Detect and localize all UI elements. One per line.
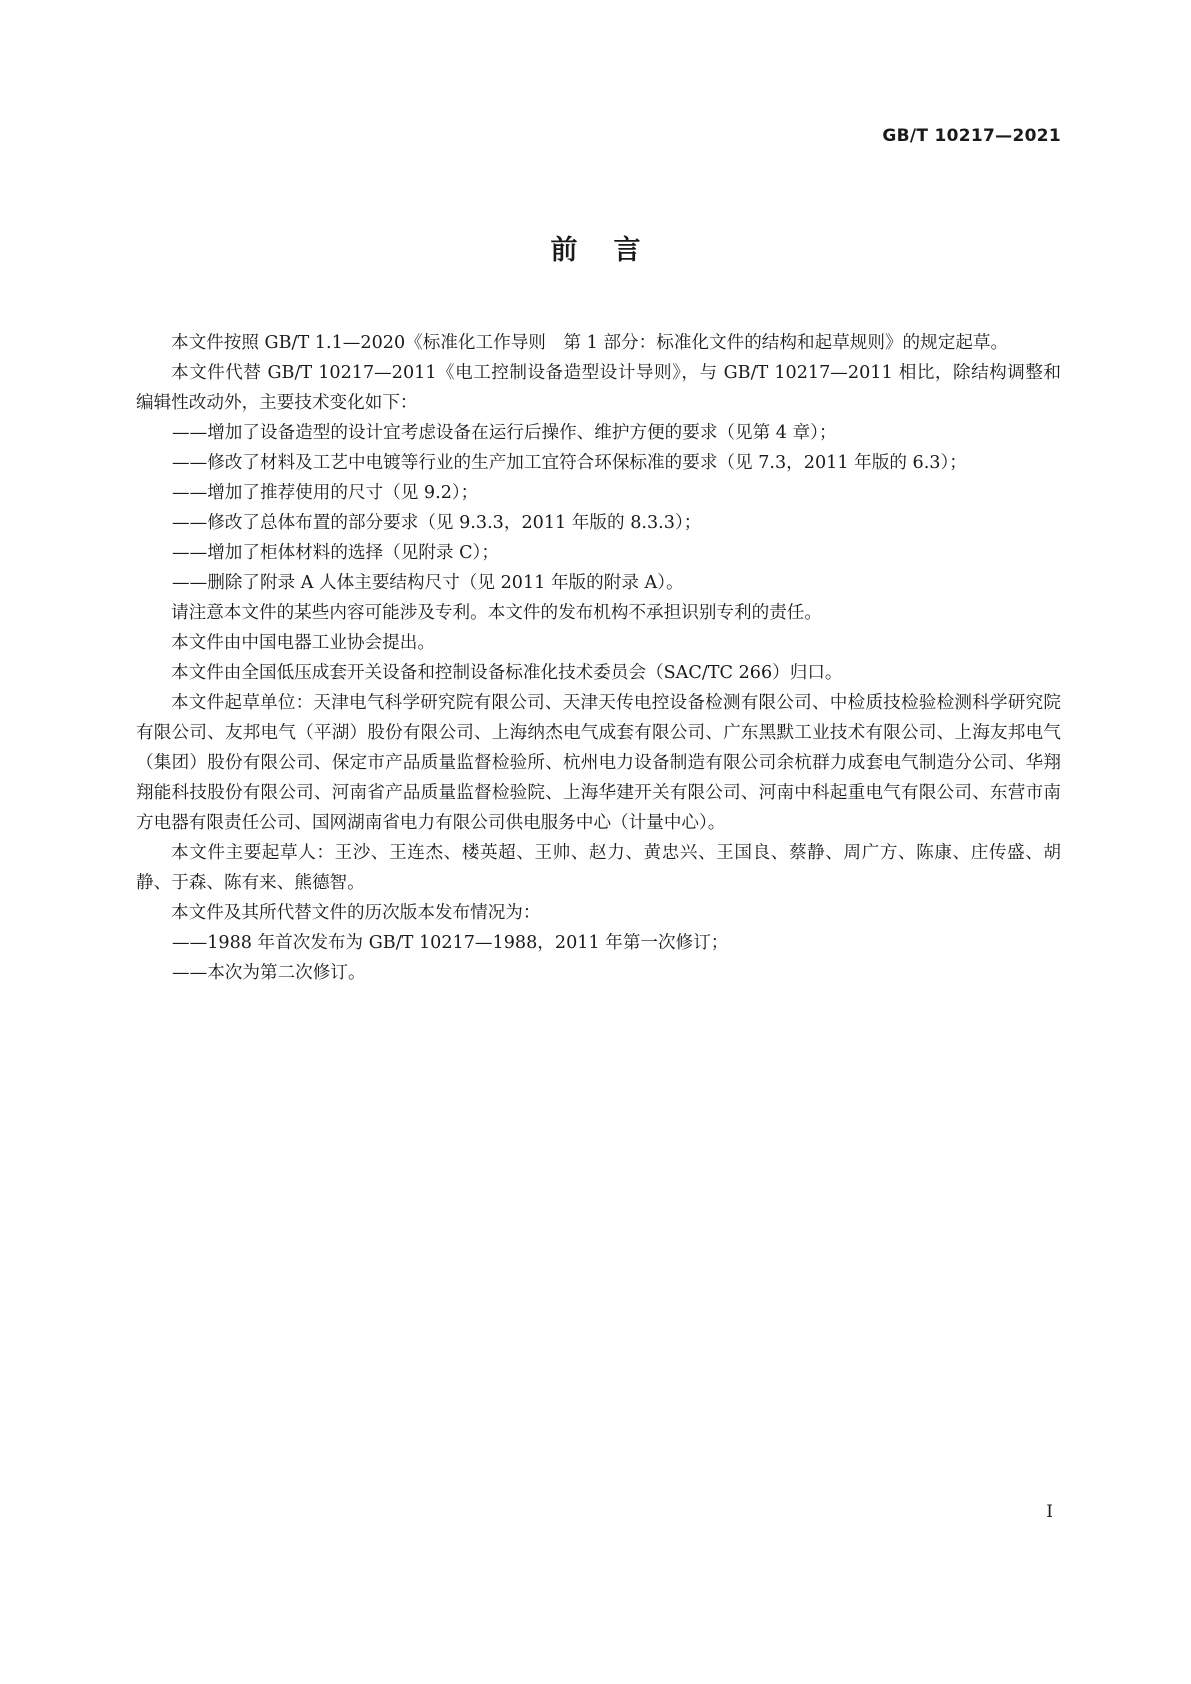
paragraph-drafters: 本文件主要起草人：王沙、王连杰、楼英超、王帅、赵力、黄忠兴、王国良、蔡静、周广方、陈康、庄传盛、胡静、于森、陈有来、熊德智。 — [136, 843, 1061, 893]
history-item: ——本次为第二次修订。 — [172, 963, 366, 983]
paragraph-patent-notice: 请注意本文件的某些内容可能涉及专利。本文件的发布机构不承担识别专利的责任。 — [171, 603, 822, 623]
paragraph-proposer: 本文件由中国电器工业协会提出。 — [171, 633, 435, 653]
foreword-body — [136, 328, 1061, 988]
standard-number: GB/T 10217—2021 — [882, 126, 1061, 146]
change-item: ——修改了材料及工艺中电镀等行业的生产加工宜符合环保标准的要求（见 7.3，2011 年版的 6.3）； — [172, 453, 967, 473]
paragraph-drafting-rules: 本文件按照 GB/T 1.1—2020《标准化工作导则 第 1 部分：标准化文件的结构和起草规则》的规定起草。 — [171, 333, 1009, 353]
change-item: ——增加了设备造型的设计宜考虑设备在运行后操作、维护方便的要求（见第 4 章）； — [172, 423, 837, 443]
page-title: 前言 — [550, 235, 677, 266]
change-item: ——删除了附录 A 人体主要结构尺寸（见 2011 年版的附录 A）。 — [172, 573, 684, 593]
page-number: I — [1046, 1502, 1053, 1522]
change-item: ——增加了推荐使用的尺寸（见 9.2）； — [172, 483, 479, 503]
paragraph-drafting-units: 本文件起草单位：天津电气科学研究院有限公司、天津天传电控设备检测有限公司、中检质技检验检测科学研究院有限公司、友邦电气（平湖）股份有限公司、上海纳杰电气成套有限公司、广东黑默工业技术有限公司、上海友邦电气（集团）股份有限公司、保定市产品质量监督检验所、杭州电力设备制造有限公司余杭群力成套电气制造分公司、华翔翔能科技股份有限公司、河南省产品质量监督检验院、上海华建开关有限公司、河南中科起重电气有限公司、东营市南方电器有限责任公司、国网湖南省电力有限公司供电服务中心（计量中心）。 — [136, 693, 1061, 833]
history-item: ——1988 年首次发布为 GB/T 10217—1988，2011 年第一次修订； — [172, 933, 729, 953]
paragraph-history-intro: 本文件及其所代替文件的历次版本发布情况为： — [171, 903, 541, 923]
change-item: ——增加了柜体材料的选择（见附录 C）； — [172, 543, 499, 563]
paragraph-committee: 本文件由全国低压成套开关设备和控制设备标准化技术委员会（SAC/TC 266）归口。 — [171, 663, 843, 683]
paragraph-replacement: 本文件代替 GB/T 10217—2011《电工控制设备造型设计导则》，与 GB/T 10217—2011 相比，除结构调整和编辑性改动外，主要技术变化如下： — [136, 363, 1061, 413]
change-item: ——修改了总体布置的部分要求（见 9.3.3，2011 年版的 8.3.3）； — [172, 513, 702, 533]
